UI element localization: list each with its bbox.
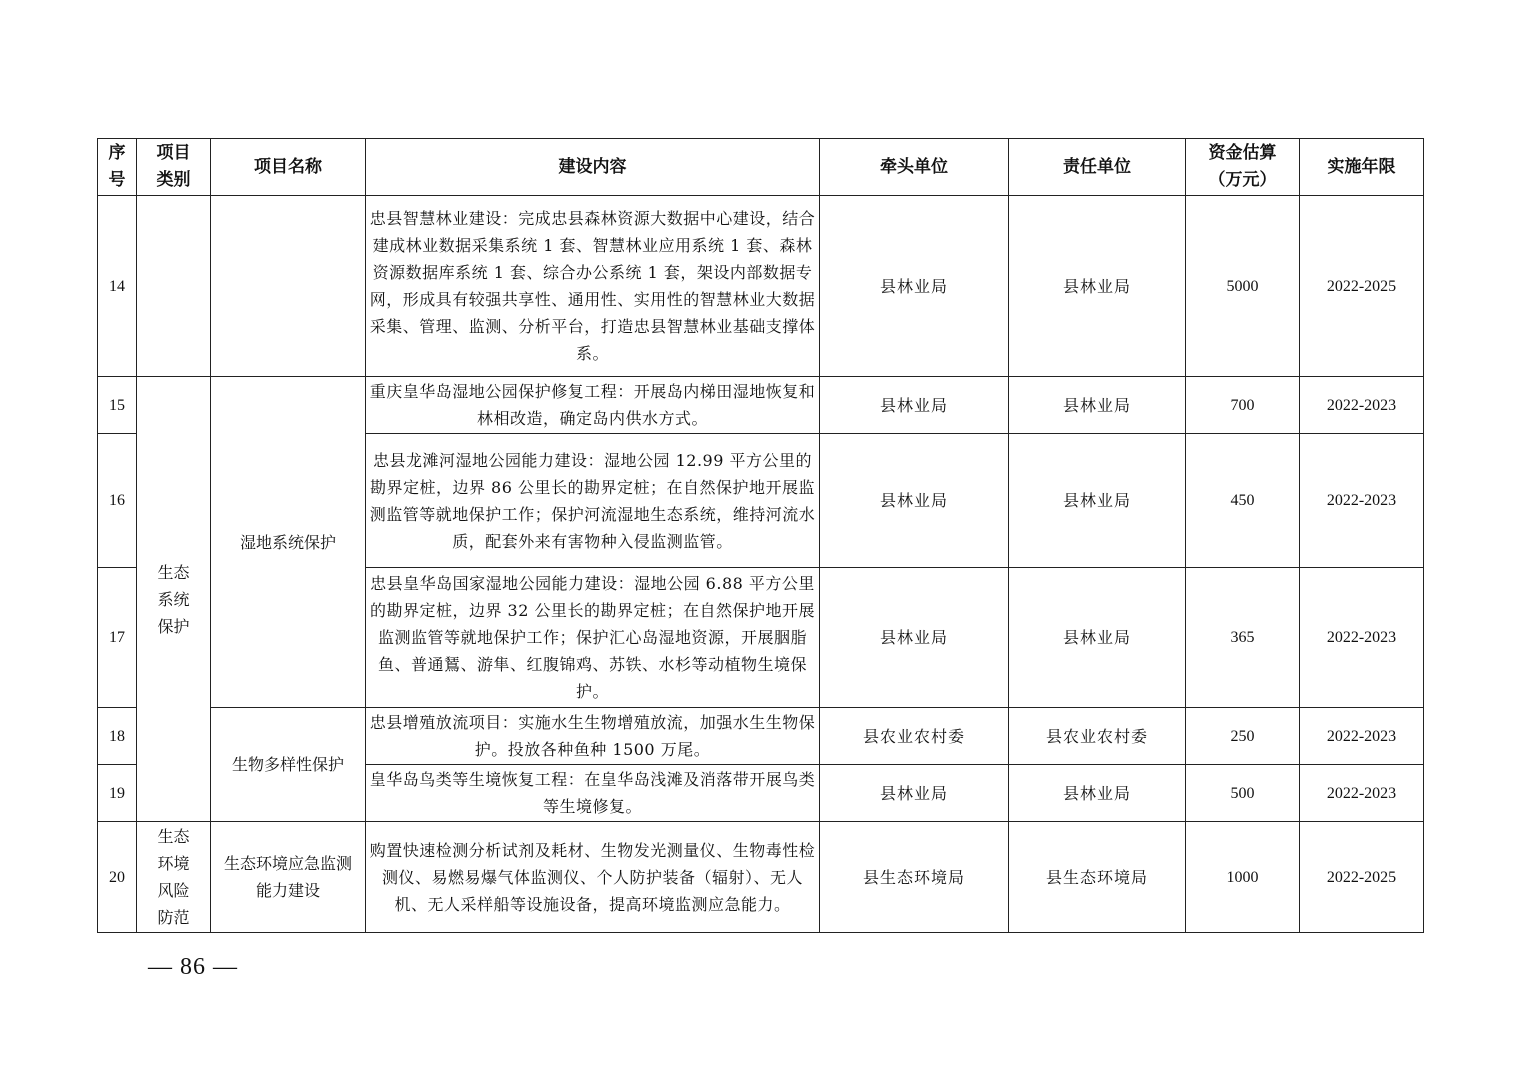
row-lead-unit: 县林业局 [820, 434, 1009, 568]
header-responsible-unit: 责任单位 [1009, 139, 1186, 196]
row-seq: 18 [98, 708, 137, 765]
row-funds: 1000 [1186, 822, 1300, 933]
row-content: 忠县皇华岛国家湿地公园能力建设：湿地公园 6.88 平方公里的勘界定桩，边界 32 公里长的勘界定桩；在自然保护地开展监测监管等就地保护工作；保护汇心岛湿地资源，开展胭脂鱼、普通鵟、游隼、红腹锦鸡、苏铁、水杉等动植物生境保护。 [366, 568, 820, 708]
row-funds: 365 [1186, 568, 1300, 708]
row-category-empty [137, 196, 211, 377]
row-content: 忠县智慧林业建设：完成忠县森林资源大数据中心建设，结合建成林业数据采集系统 1 套、智慧林业应用系统 1 套、森林资源数据库系统 1 套、综合办公系统 1 套，架设内部数据专网，形成具有较强共享性、通用性、实用性的智慧林业大数据采集、管理、监测、分析平台，打造忠县智慧林业基础支撑体系。 [366, 196, 820, 377]
row-funds: 450 [1186, 434, 1300, 568]
row-responsible-unit: 县林业局 [1009, 568, 1186, 708]
table-row [98, 708, 1424, 765]
row-name-empty [211, 196, 366, 377]
name-biodiversity-protect: 生物多样性保护 [211, 708, 366, 822]
row-responsible-unit: 县农业农村委 [1009, 708, 1186, 765]
row-responsible-unit: 县林业局 [1009, 434, 1186, 568]
row-responsible-unit: 县林业局 [1009, 377, 1186, 434]
header-category: 项目类别 [137, 139, 211, 196]
row-responsible-unit: 县林业局 [1009, 765, 1186, 822]
row-responsible-unit: 县林业局 [1009, 196, 1186, 377]
row-funds: 250 [1186, 708, 1300, 765]
header-content: 建设内容 [366, 139, 820, 196]
row-content: 皇华岛鸟类等生境恢复工程：在皇华岛浅滩及消落带开展鸟类等生境修复。 [366, 765, 820, 822]
page-number: — 86 — [148, 954, 238, 980]
row-seq: 20 [98, 822, 137, 933]
row-responsible-unit: 县生态环境局 [1009, 822, 1186, 933]
header-name: 项目名称 [211, 139, 366, 196]
row-content: 忠县增殖放流项目：实施水生生物增殖放流，加强水生生物保护。投放各种鱼种 1500 万尾。 [366, 708, 820, 765]
table-row [98, 377, 1424, 434]
row-funds: 5000 [1186, 196, 1300, 377]
row-period: 2022-2023 [1300, 708, 1424, 765]
row-lead-unit: 县生态环境局 [820, 822, 1009, 933]
header-row [98, 139, 1424, 196]
row-period: 2022-2023 [1300, 377, 1424, 434]
row-seq: 16 [98, 434, 137, 568]
row-period: 2022-2025 [1300, 196, 1424, 377]
row-lead-unit: 县林业局 [820, 568, 1009, 708]
header-funds: 资金估算（万元） [1186, 139, 1300, 196]
row-lead-unit: 县农业农村委 [820, 708, 1009, 765]
row-lead-unit: 县林业局 [820, 196, 1009, 377]
row-period: 2022-2025 [1300, 822, 1424, 933]
row-funds: 700 [1186, 377, 1300, 434]
name-eco-monitor: 生态环境应急监测能力建设 [211, 822, 366, 933]
header-lead-unit: 牵头单位 [820, 139, 1009, 196]
row-period: 2022-2023 [1300, 765, 1424, 822]
row-seq: 19 [98, 765, 137, 822]
header-period: 实施年限 [1300, 139, 1424, 196]
row-period: 2022-2023 [1300, 568, 1424, 708]
category-eco-risk: 生态环境风险防范 [137, 822, 211, 933]
row-seq: 14 [98, 196, 137, 377]
header-seq: 序号 [98, 139, 137, 196]
row-period: 2022-2023 [1300, 434, 1424, 568]
category-eco-protect: 生态系统保护 [137, 377, 211, 822]
row-seq: 15 [98, 377, 137, 434]
row-content: 忠县龙滩河湿地公园能力建设：湿地公园 12.99 平方公里的勘界定桩，边界 86 公里长的勘界定桩；在自然保护地开展监测监管等就地保护工作；保护河流湿地生态系统，维持河流水质，配套外来有害物种入侵监测监管。 [366, 434, 820, 568]
row-content: 重庆皇华岛湿地公园保护修复工程：开展岛内梯田湿地恢复和林相改造，确定岛内供水方式。 [366, 377, 820, 434]
row-content: 购置快速检测分析试剂及耗材、生物发光测量仪、生物毒性检测仪、易燃易爆气体监测仪、个人防护装备（辐射）、无人机、无人采样船等设施设备，提高环境监测应急能力。 [366, 822, 820, 933]
row-funds: 500 [1186, 765, 1300, 822]
row-seq: 17 [98, 568, 137, 708]
name-wetland-protect: 湿地系统保护 [211, 377, 366, 708]
project-table [97, 138, 1424, 933]
row-lead-unit: 县林业局 [820, 377, 1009, 434]
table-row [98, 196, 1424, 377]
row-lead-unit: 县林业局 [820, 765, 1009, 822]
table-row [98, 822, 1424, 933]
